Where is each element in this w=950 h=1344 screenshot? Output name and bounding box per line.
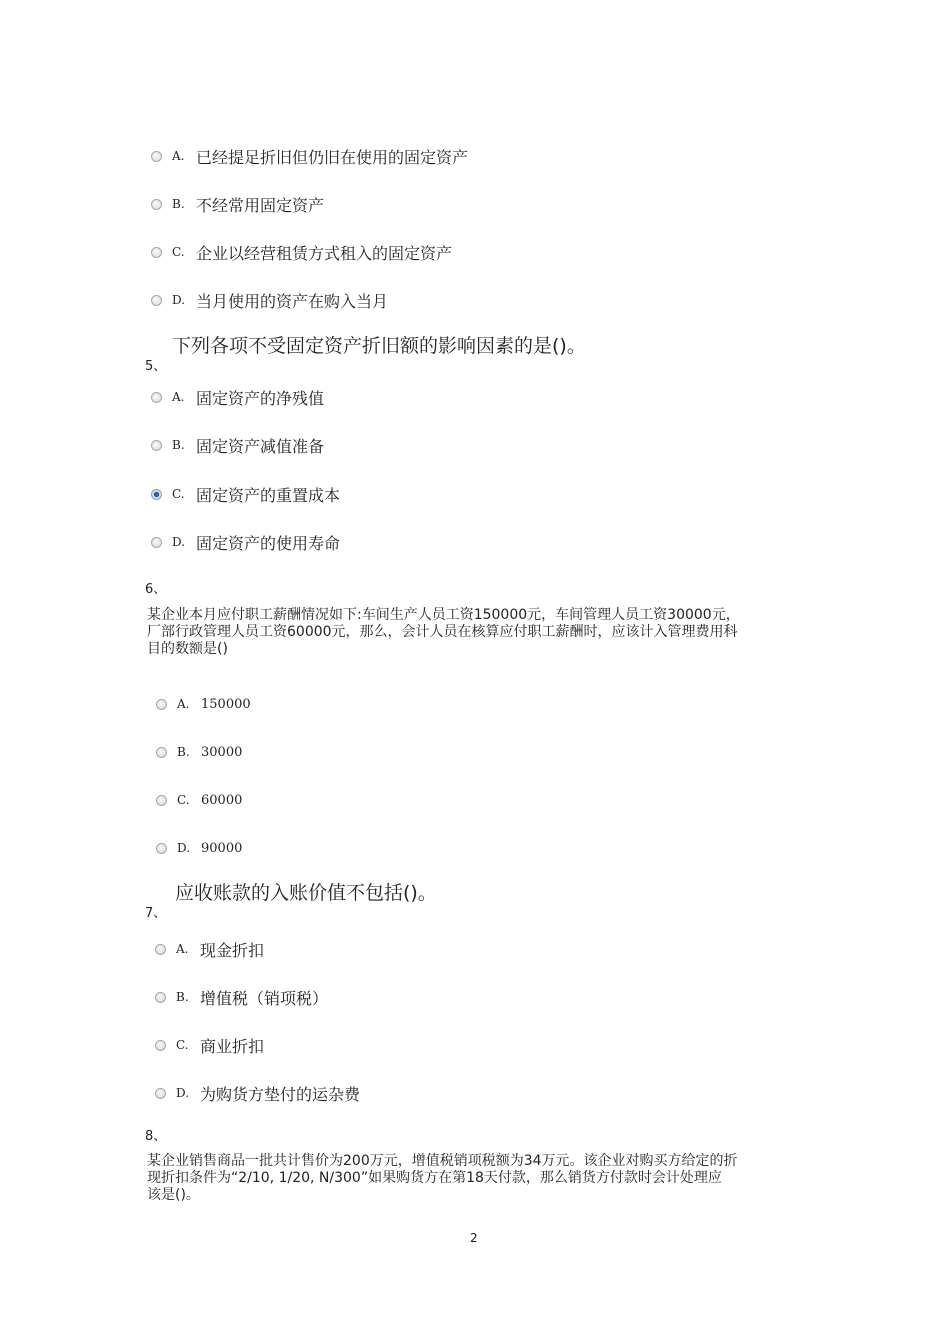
option-letter: B. [176,990,189,1004]
option-text: 已经提足折旧但仍旧在使用的固定资产 [196,147,469,167]
q8-question-line: 现折扣条件为“2/10, 1/20, N/300”如果购货方在第18天付款，那么销货方付款时会计处理应 [147,1170,722,1186]
radio-icon[interactable] [155,944,166,955]
option-letter: A. [172,390,185,404]
q6-option-b[interactable] [156,741,242,763]
option-letter: C. [176,1038,189,1052]
q5-option-a[interactable] [151,386,324,408]
option-letter: A. [172,149,185,163]
page-number: 2 [470,1231,478,1245]
q6-option-d[interactable] [156,837,242,859]
option-letter: D. [172,535,186,549]
q8-number: 8、 [145,1129,167,1144]
option-letter: B. [177,745,190,759]
q7-option-d[interactable] [155,1082,360,1104]
q7-option-a[interactable] [155,938,264,960]
radio-icon[interactable] [156,747,167,758]
option-text: 固定资产的重置成本 [196,485,341,505]
option-text: 现金折扣 [200,940,265,960]
q8-question-line: 该是()。 [147,1187,200,1203]
radio-icon[interactable] [151,151,162,162]
option-text: 商业折扣 [200,1036,265,1056]
q6-option-c[interactable] [156,789,242,811]
q7-option-b[interactable] [155,986,328,1008]
option-letter: A. [177,697,190,711]
q6-option-a[interactable] [156,693,251,715]
q6-question-line: 某企业本月应付职工薪酬情况如下:车间生产人员工资150000元，车间管理人员工资30000元， [147,607,740,623]
radio-icon[interactable] [156,795,167,806]
radio-icon[interactable] [151,440,162,451]
radio-icon[interactable] [151,537,162,548]
option-text: 150000 [201,696,251,712]
option-letter: B. [172,197,185,211]
radio-checked-icon[interactable] [151,489,162,500]
q6-question-line: 目的数额是() [147,641,228,657]
radio-icon[interactable] [156,843,167,854]
q6-question-text [147,607,807,658]
q4-option-b[interactable] [151,193,324,215]
option-text: 不经常用固定资产 [196,195,325,215]
option-text: 增值税（销项税） [200,988,329,1008]
q4-option-a[interactable] [151,145,468,167]
radio-icon[interactable] [151,247,162,258]
q8-question-line: 某企业销售商品一批共计售价为200万元，增值税销项税额为34万元。该企业对购买方给定的折 [147,1153,738,1169]
q5-option-c[interactable] [151,483,340,505]
option-letter: A. [176,942,189,956]
q6-question-line: 厂部行政管理人员工资60000元，那么，会计人员在核算应付职工薪酬时，应该计入管理费用科 [147,624,738,640]
option-letter: D. [172,293,186,307]
option-text: 固定资产的净残值 [196,388,325,408]
option-letter: B. [172,438,185,452]
radio-icon[interactable] [155,992,166,1003]
option-letter: C. [172,245,185,259]
option-text: 固定资产的使用寿命 [196,533,341,553]
q5-number: 5、 [145,359,167,374]
option-text: 为购货方垫付的运杂费 [200,1084,361,1104]
q7-option-c[interactable] [155,1034,264,1056]
radio-icon[interactable] [151,295,162,306]
q5-question-text: 下列各项不受固定资产折旧额的影响因素的是()。 [172,335,586,357]
option-text: 当月使用的资产在购入当月 [196,291,389,311]
option-letter: C. [177,793,190,807]
q8-question-text [147,1153,807,1204]
option-text: 固定资产减值准备 [196,436,325,456]
option-letter: D. [177,841,191,855]
q4-option-c[interactable] [151,241,452,263]
radio-icon[interactable] [156,699,167,710]
q5-option-b[interactable] [151,434,324,456]
radio-icon[interactable] [155,1088,166,1099]
option-text: 60000 [201,792,243,808]
q4-option-d[interactable] [151,289,388,311]
radio-icon[interactable] [151,392,162,403]
radio-icon[interactable] [151,199,162,210]
q5-option-d[interactable] [151,531,340,553]
option-text: 企业以经营租赁方式租入的固定资产 [196,243,453,263]
q7-number: 7、 [145,906,167,921]
q7-question-text: 应收账款的入账价值不包括()。 [175,882,437,904]
option-letter: D. [176,1086,190,1100]
option-text: 90000 [201,840,243,856]
radio-icon[interactable] [155,1040,166,1051]
q6-number: 6、 [145,582,167,597]
option-letter: C. [172,487,185,501]
option-text: 30000 [201,744,243,760]
